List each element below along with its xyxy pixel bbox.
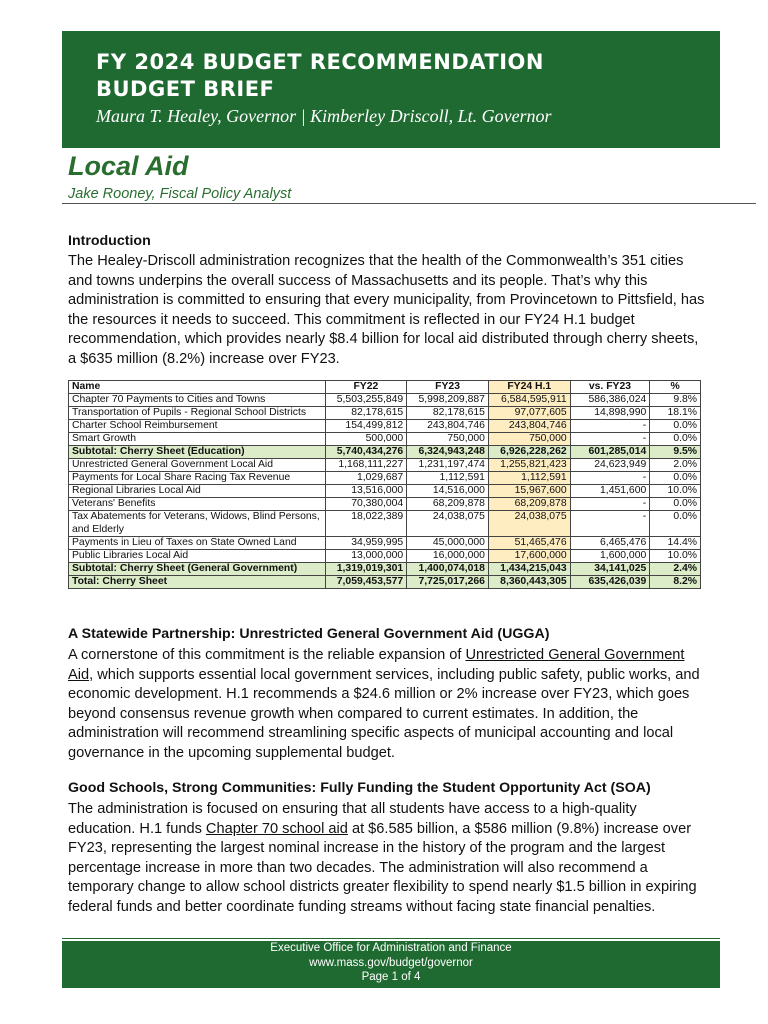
cell-name: Payments for Local Share Racing Tax Revenue — [69, 472, 326, 485]
ugga-paragraph — [68, 646, 708, 763]
cell-fy22: 5,740,434,276 — [325, 446, 407, 459]
header-subtitle: BUDGET BRIEF — [96, 77, 275, 101]
cell-change: 6,465,476 — [570, 537, 650, 550]
table-row — [69, 498, 701, 511]
cell-change: 14,898,990 — [570, 407, 650, 420]
col-header-name: Name — [69, 381, 326, 394]
table-row — [69, 394, 701, 407]
cell-fy24: 1,434,215,043 — [488, 563, 570, 576]
cell-percent: 0.0% — [650, 472, 701, 485]
ugga-text-start: A cornerstone of this commitment is the reliable expansion of — [68, 647, 466, 663]
cell-name: Veterans' Benefits — [69, 498, 326, 511]
cell-fy24: 750,000 — [488, 433, 570, 446]
cell-fy23: 1,231,197,474 — [407, 459, 489, 472]
soa-heading: Good Schools, Strong Communities: Fully Funding the Student Opportunity Act (SOA) — [68, 780, 651, 796]
cell-fy23: 6,324,943,248 — [407, 446, 489, 459]
cell-fy23: 82,178,615 — [407, 407, 489, 420]
cell-fy22: 34,959,995 — [325, 537, 407, 550]
cell-name: Subtotal: Cherry Sheet (General Government) — [69, 563, 326, 576]
cell-fy24: 1,112,591 — [488, 472, 570, 485]
cell-percent: 9.8% — [650, 394, 701, 407]
table-subtotal-row — [69, 576, 701, 589]
intro-heading: Introduction — [68, 233, 151, 249]
ugga-text-end: , which supports essential local government services, including public safety, public works, and economic development. H.1 recommends a $24.6 million or 2% increase over FY23, which goes beyond consensus revenue growth when compared to current estimates. In addition, the administration will recommend streamlining specific aspects of municipal accounting and local governance in the upcoming supplemental budget. — [68, 666, 700, 761]
cell-fy23: 5,998,209,887 — [407, 394, 489, 407]
table-subtotal-row — [69, 446, 701, 459]
cell-change: 1,600,000 — [570, 550, 650, 563]
cell-change: - — [570, 420, 650, 433]
cell-fy23: 14,516,000 — [407, 485, 489, 498]
col-header-fy23: FY23 — [407, 381, 489, 394]
ugga-heading: A Statewide Partnership: Unrestricted General Government Aid (UGGA) — [68, 626, 550, 642]
header-officials: Maura T. Healey, Governor | Kimberley Driscoll, Lt. Governor — [96, 106, 552, 126]
cell-fy24: 8,360,443,305 — [488, 576, 570, 589]
cell-fy24: 97,077,605 — [488, 407, 570, 420]
soa-text-end: at $6.585 billion, a $586 million (9.8%) increase over FY23, representing the largest nominal increase in the history of the program and the largest percentage increase in more than two decades. The administration will also recommend a temporary change to allow school districts greater flexibility to spend nearly $1.5 billion in expiring federal funds and better coordinate funding streams without facing state financial penalties. — [68, 820, 697, 915]
cell-name: Subtotal: Cherry Sheet (Education) — [69, 446, 326, 459]
document-author: Jake Rooney, Fiscal Policy Analyst — [68, 186, 292, 202]
cell-fy24: 24,038,075 — [488, 511, 570, 537]
cell-change: 586,386,024 — [570, 394, 650, 407]
header-title: FY 2024 BUDGET RECOMMENDATION — [96, 50, 544, 74]
cell-name: Chapter 70 Payments to Cities and Towns — [69, 394, 326, 407]
cell-change: 601,285,014 — [570, 446, 650, 459]
cell-change: 1,451,600 — [570, 485, 650, 498]
col-header-fy24: FY24 H.1 — [488, 381, 570, 394]
cell-percent: 10.0% — [650, 485, 701, 498]
table-row — [69, 407, 701, 420]
cell-fy22: 18,022,389 — [325, 511, 407, 537]
cell-fy22: 5,503,255,849 — [325, 394, 407, 407]
cell-fy22: 82,178,615 — [325, 407, 407, 420]
cell-fy23: 1,400,074,018 — [407, 563, 489, 576]
table-row — [69, 459, 701, 472]
title-divider — [62, 203, 756, 204]
cell-fy24: 51,465,476 — [488, 537, 570, 550]
cell-change: - — [570, 472, 650, 485]
cell-percent: 2.4% — [650, 563, 701, 576]
cell-fy23: 45,000,000 — [407, 537, 489, 550]
cell-name: Unrestricted General Government Local Aid — [69, 459, 326, 472]
table-row — [69, 537, 701, 550]
cell-name: Smart Growth — [69, 433, 326, 446]
cell-change: - — [570, 498, 650, 511]
cell-change: 24,623,949 — [570, 459, 650, 472]
soa-paragraph — [68, 800, 708, 917]
cell-fy23: 68,209,878 — [407, 498, 489, 511]
cell-fy22: 154,499,812 — [325, 420, 407, 433]
col-header-fy22: FY22 — [325, 381, 407, 394]
cell-fy24: 15,967,600 — [488, 485, 570, 498]
footer-banner — [62, 941, 720, 988]
cell-fy24: 68,209,878 — [488, 498, 570, 511]
cell-name: Tax Abatements for Veterans, Widows, Blind Persons, and Elderly — [69, 511, 326, 537]
cell-percent: 0.0% — [650, 433, 701, 446]
header-banner — [62, 31, 720, 148]
document-title: Local Aid — [68, 151, 189, 181]
table-row — [69, 472, 701, 485]
cell-name: Total: Cherry Sheet — [69, 576, 326, 589]
cell-name: Public Libraries Local Aid — [69, 550, 326, 563]
cell-name: Charter School Reimbursement — [69, 420, 326, 433]
cell-fy23: 7,725,017,266 — [407, 576, 489, 589]
cell-percent: 9.5% — [650, 446, 701, 459]
cell-percent: 10.0% — [650, 550, 701, 563]
soa-text-start: The administration is focused on ensuring that all students have access to a high-quality education. H.1 funds — [68, 801, 637, 837]
cell-percent: 2.0% — [650, 459, 701, 472]
footer-url[interactable]: www.mass.gov/budget/governor — [309, 956, 473, 969]
table-body — [69, 394, 701, 589]
cell-change: - — [570, 511, 650, 537]
cell-fy23: 16,000,000 — [407, 550, 489, 563]
intro-paragraph: The Healey-Driscoll administration recognizes that the health of the Commonwealth’s 351 cities and towns underpins the overall success of Massachusetts and its people. That’s why this administration is committed to ensuring that every municipality, from Provincetown to Pittsfield, has the resources it needs to succeed. This commitment is reflected in our FY24 H.1 budget recommendation, which provides nearly $8.4 billion for local aid distributed through cherry sheets, a $635 million (8.2%) increase over FY23. — [68, 253, 705, 367]
cell-fy23: 750,000 — [407, 433, 489, 446]
cell-fy22: 13,516,000 — [325, 485, 407, 498]
table-row — [69, 550, 701, 563]
cell-fy23: 24,038,075 — [407, 511, 489, 537]
cell-name: Payments in Lieu of Taxes on State Owned Land — [69, 537, 326, 550]
cell-fy23: 243,804,746 — [407, 420, 489, 433]
cell-name: Transportation of Pupils - Regional School Districts — [69, 407, 326, 420]
cell-name: Regional Libraries Local Aid — [69, 485, 326, 498]
cell-fy24: 243,804,746 — [488, 420, 570, 433]
chapter70-link[interactable]: Chapter 70 school aid — [205, 820, 348, 837]
cell-percent: 14.4% — [650, 537, 701, 550]
cell-fy24: 6,584,595,911 — [488, 394, 570, 407]
cell-fy22: 13,000,000 — [325, 550, 407, 563]
col-header-percent: % — [650, 381, 701, 394]
col-header-change: vs. FY23 — [570, 381, 650, 394]
cell-percent: 0.0% — [650, 498, 701, 511]
cell-change: - — [570, 433, 650, 446]
cell-percent: 0.0% — [650, 420, 701, 433]
local-aid-table — [68, 380, 701, 589]
cell-fy22: 1,029,687 — [325, 472, 407, 485]
cell-fy24: 17,600,000 — [488, 550, 570, 563]
footer-divider — [62, 938, 720, 939]
cell-fy22: 70,380,004 — [325, 498, 407, 511]
footer-page-number: Page 1 of 4 — [361, 971, 421, 983]
cell-change: 635,426,039 — [570, 576, 650, 589]
cell-fy22: 500,000 — [325, 433, 407, 446]
ugga-link[interactable]: Unrestricted General Government Aid — [68, 647, 685, 683]
table-row — [69, 511, 701, 537]
cell-fy23: 1,112,591 — [407, 472, 489, 485]
table-row — [69, 420, 701, 433]
cell-fy24: 1,255,821,423 — [488, 459, 570, 472]
cell-fy22: 1,168,111,227 — [325, 459, 407, 472]
table-subtotal-row — [69, 563, 701, 576]
cell-percent: 8.2% — [650, 576, 701, 589]
footer-office: Executive Office for Administration and Finance — [270, 942, 512, 954]
table-header-row — [69, 381, 701, 394]
cell-fy22: 7,059,453,577 — [325, 576, 407, 589]
table-row — [69, 433, 701, 446]
table-row — [69, 485, 701, 498]
cell-fy24: 6,926,228,262 — [488, 446, 570, 459]
cell-percent: 18.1% — [650, 407, 701, 420]
cell-fy22: 1,319,019,301 — [325, 563, 407, 576]
cell-change: 34,141,025 — [570, 563, 650, 576]
cell-percent: 0.0% — [650, 511, 701, 537]
